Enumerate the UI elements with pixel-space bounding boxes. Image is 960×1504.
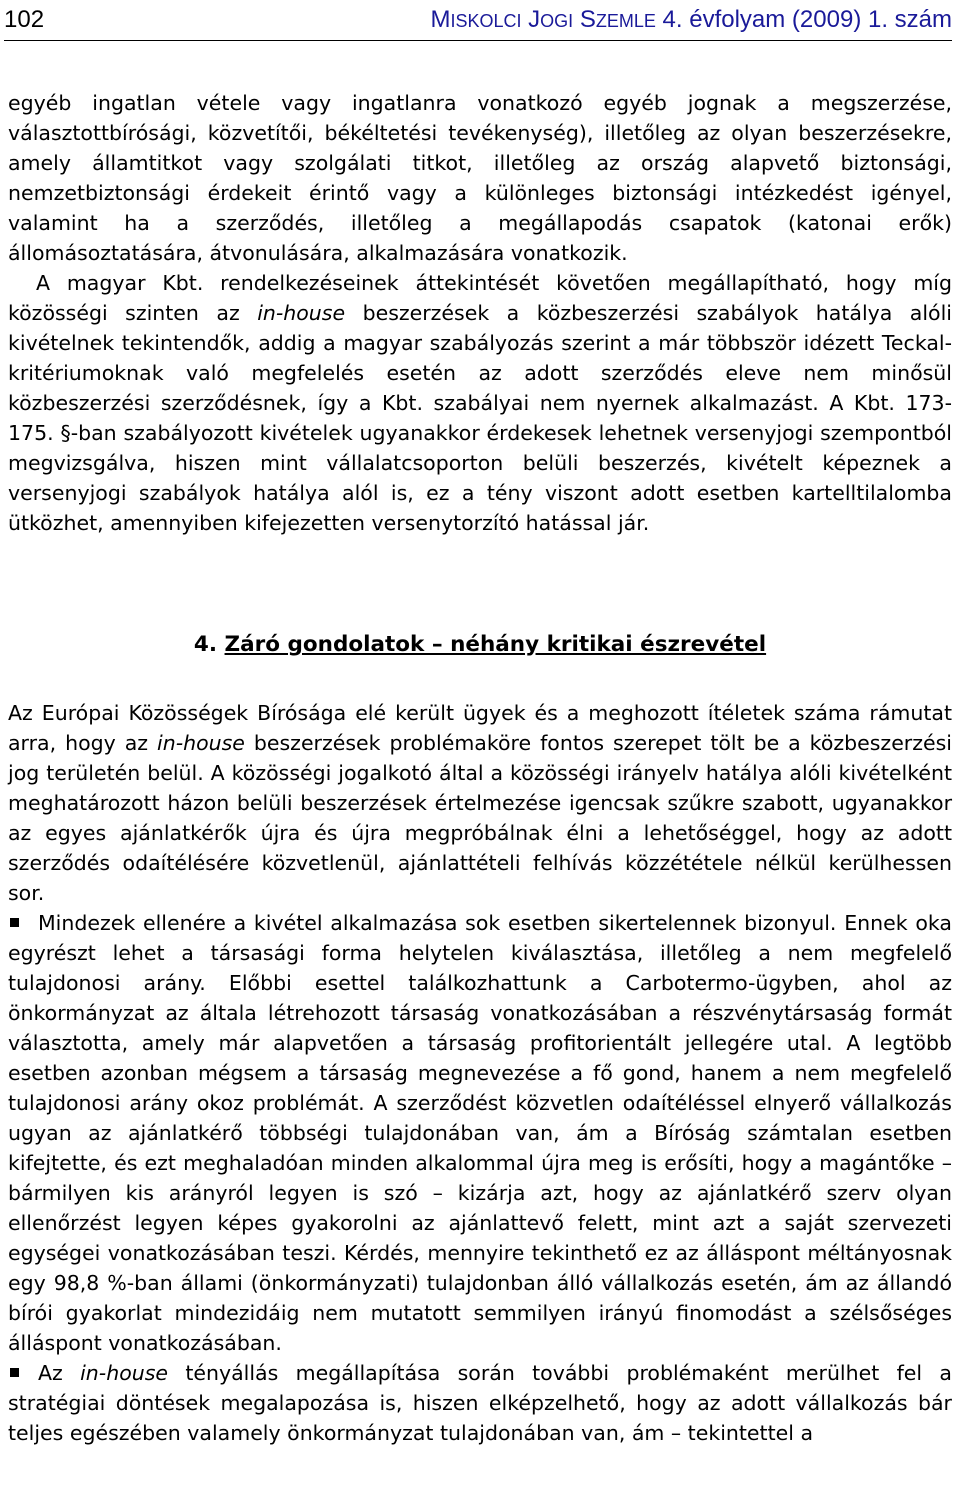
bullet-square-icon	[10, 918, 19, 927]
emphasis-in-house: in-house	[80, 1361, 169, 1385]
bullet-item: Az in-house tényállás megállapítása során további problémaként merülhet fel a stratégiai döntések megalapozása is, hiszen elképzelhető, hogy az adott vállalkozás bár teljes egészében valamely önkormányzat tulajdonában van, ám – tekintettel a	[8, 1361, 952, 1445]
section-title: Záró gondolatok – néhány kritikai észrevétel	[224, 632, 767, 657]
page-number: 102	[4, 6, 45, 33]
body-text-top	[8, 88, 952, 538]
emphasis-in-house: in-house	[157, 731, 245, 755]
paragraph: A magyar Kbt. rendelkezéseinek áttekintését követően megállapítható, hogy míg közösségi szinten az in-house beszerzések a közbeszerzési szabályok hatálya alóli kivételnek tekintendők, addig a magyar szabályozás szerint a már többször idézett Teckal-kritériumoknak való megfelelés esetén az adott szerződés eleve nem minősül közbeszerzési szerződésnek, így a Kbt. szabályai nem nyernek alkalmazást. A Kbt. 173-175. §-ban szabályozott kivételek ugyanakkor érdekesek lehetnek versenyjogi szempontból megvizsgálva, hiszen mint vállalatcsoporton belüli beszerzés, kivételt képeznek a versenyjogi szabályok hatálya alól is, ez a tény viszont adott esetben kartelltilalomba ütközhet, amennyiben kifejezetten versenytorzító hatással jár.	[8, 271, 952, 535]
header-divider	[4, 40, 952, 41]
section-number: 4.	[193, 632, 218, 657]
emphasis-in-house: in-house	[257, 301, 346, 325]
body-text-bottom	[8, 698, 952, 1448]
running-header	[4, 4, 952, 36]
journal-reference: MISKOLCI JOGI SZEMLE 4. évfolyam (2009) 1. szám	[430, 6, 952, 33]
paragraph: Az Európai Közösségek Bírósága elé került ügyek és a meghozott ítéletek száma rámutat arra, hogy az in-house beszerzések problémaköre fontos szerepet tölt be a közbeszerzési jog területén belül. A közösségi jogalkotó által a közösségi irányelv hatálya alóli kivételként meghatározott házon belüli beszerzések értelmezése igencsak szűkre szabott, ugyanakkor az egyes ajánlatkérők újra és újra megpróbálnak élni a lehetőséggel, hogy az adott szerződés odaítélésére közvetlenül, ajánlattételi felhívás közzététele nélkül kerülhessen sor.	[8, 701, 952, 905]
bullet-square-icon	[10, 1368, 19, 1377]
bullet-item: Mindezek ellenére a kivétel alkalmazása sok esetben sikertelennek bizonyul. Ennek oka egyrészt lehet a társasági forma helytelen kiválasztása, illetőleg a nem megfelelő tulajdonosi arány. Előbbi esettel találkozhattunk a Carbotermo-ügyben, ahol az önkormányzat az általa létrehozott társaság vonatkozásában a részvénytársaság formát választotta, amely már alapvetően a társaság profitorientált jellegére utal. A legtöbb esetben azonban mégsem a társaság megnevezése a fő gond, hanem a nem megfelelő tulajdonosi arány okoz problémát. A szerződést közvetlen odaítéléssel elnyerő vállalkozás ugyan az ajánlatkérő többségi tulajdonában van, ám a Bíróság számtalan esetben kifejtette, és ezt meghaladóan minden alkalommal újra meg is erősíti, hogy a magántőke – bármilyen kis arányról legyen is szó – kizárja azt, hogy az ajánlatkérő szerv olyan ellenőrzést legyen képes gyakorolni az ajánlattevő felett, mint azt a saját szervezeti egységei vonatkozásában teszi. Kérdés, mennyire tekinthető ez az álláspont méltányosnak egy 98,8 %-ban állami (önkormányzati) tulajdonban álló vállalkozás esetén, ám az állandó bírói gyakorlat mindezidáig nem mutatott semmilyen irányú finomodást a szélsőséges álláspont vonatkozásában.	[8, 911, 952, 1355]
section-heading	[0, 632, 960, 657]
paragraph: egyéb ingatlan vétele vagy ingatlanra vonatkozó egyéb jognak a megszerzése, választottbírósági, közvetítői, békéltetési tevékenység), illetőleg az olyan beszerzésekre, amely államtitkot vagy szolgálati titkot, illetőleg az ország alapvető biztonsági, nemzetbiztonsági érdekeit érintő vagy a különleges biztonsági intézkedést igényel, valamint ha a szerződés, illetőleg a megállapodás csapatok (katonai erők) állomásoztatására, átvonulására, alkalmazására vonatkozik.	[8, 91, 952, 265]
